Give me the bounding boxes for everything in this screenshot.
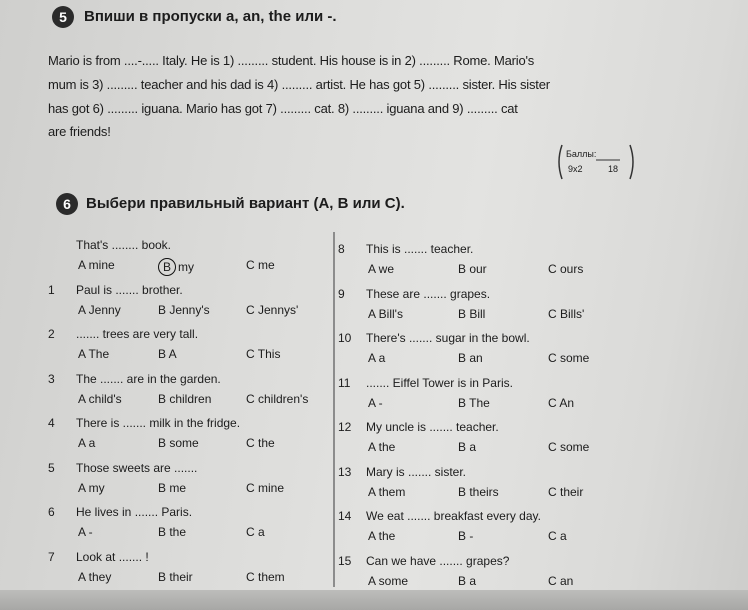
question-text: We eat ....... breakfast every day. xyxy=(366,509,541,523)
option-c[interactable]: C ours xyxy=(548,262,584,276)
task-5-title: Впиши в пропуски a, an, the или -. xyxy=(84,8,337,25)
task-5-line-4: are friends! xyxy=(48,124,111,139)
question-text: Those sweets are ....... xyxy=(76,460,198,475)
option-a[interactable]: A Jenny xyxy=(78,302,121,317)
question-text: There is ....... milk in the fridge. xyxy=(76,416,241,430)
option-c[interactable]: C some xyxy=(548,440,590,454)
option-a[interactable]: A them xyxy=(368,484,406,499)
option-b[interactable]: B A xyxy=(158,347,177,361)
score-detail: 9x2 xyxy=(568,164,583,174)
question-text: This is ....... teacher. xyxy=(366,242,474,256)
question-text: Mary is ....... sister. xyxy=(366,464,467,479)
question-number: 9 xyxy=(338,286,345,301)
option-a[interactable]: A mine xyxy=(78,258,115,272)
option-b[interactable]: B an xyxy=(458,351,483,365)
option-b[interactable]: B our xyxy=(458,262,487,276)
question-text: Look at ....... ! xyxy=(76,549,149,564)
question-number: 8 xyxy=(338,242,345,256)
option-b[interactable]: B their xyxy=(158,569,193,584)
option-a[interactable]: A the xyxy=(368,440,396,454)
option-b[interactable]: B the xyxy=(158,525,187,539)
question-number: 6 xyxy=(48,505,55,519)
score-box xyxy=(556,143,636,181)
option-c[interactable]: C This xyxy=(246,347,281,361)
task-5-line-1: Mario is from ....-..... Italy. He is 1) ......... student. His house is in 2) ......... Rome. Mario's xyxy=(48,53,535,68)
question-number: 10 xyxy=(338,331,352,345)
question-number: 15 xyxy=(338,553,352,568)
question-text: My uncle is ....... teacher. xyxy=(366,420,499,434)
task-5-number: 5 xyxy=(52,6,74,28)
option-c[interactable]: C Jennys' xyxy=(246,302,299,317)
question-text: Can we have ....... grapes? xyxy=(366,553,510,568)
option-a[interactable]: A - xyxy=(368,395,383,410)
option-a[interactable]: A a xyxy=(368,351,386,365)
question-number: 1 xyxy=(48,282,55,297)
question-number: 14 xyxy=(338,509,352,523)
question-text: These are ....... grapes. xyxy=(366,286,491,301)
question-number: 12 xyxy=(338,420,352,434)
option-c[interactable]: C the xyxy=(246,436,275,450)
circled-answer: B xyxy=(158,258,176,276)
option-a[interactable]: A - xyxy=(78,525,93,539)
task-6-title: Выбери правильный вариант (A, B или C). xyxy=(86,195,405,212)
page-shadow-strip xyxy=(0,590,748,610)
option-c[interactable]: C an xyxy=(548,573,574,588)
option-b[interactable]: B - xyxy=(458,529,474,543)
option-a[interactable]: A a xyxy=(78,436,96,450)
task-5-line-3: has got 6) ......... iguana. Mario has got 7) ......... cat. 8) ......... iguana and 9) ......... cat xyxy=(48,101,518,116)
question-text: ....... trees are very tall. xyxy=(76,327,199,341)
question-number: 4 xyxy=(48,416,55,430)
option-a[interactable]: A The xyxy=(78,347,110,361)
question-text: The ....... are in the garden. xyxy=(76,371,221,386)
question-text: Paul is ....... brother. xyxy=(76,282,183,297)
option-b[interactable]: B some xyxy=(158,436,199,450)
option-b[interactable]: B The xyxy=(458,395,490,410)
task-5-line-2: mum is 3) ......... teacher and his dad is 4) ......... artist. He has got 5) ......... sister. His sister xyxy=(48,77,550,92)
question-text: There's ....... sugar in the bowl. xyxy=(366,331,530,345)
option-a[interactable]: A my xyxy=(78,480,105,495)
option-c[interactable]: C them xyxy=(246,569,285,584)
option-b[interactable]: B a xyxy=(458,440,477,454)
option-c[interactable]: C mine xyxy=(246,480,285,495)
question-number: 5 xyxy=(48,460,55,475)
question-text: ....... Eiffel Tower is in Paris. xyxy=(366,375,513,390)
score-max: 18 xyxy=(608,164,619,174)
option-c[interactable]: C a xyxy=(548,529,567,543)
option-a[interactable]: A we xyxy=(368,262,395,276)
option-c[interactable]: C me xyxy=(246,258,275,272)
option-b[interactable]: B me xyxy=(158,480,187,495)
question-number: 2 xyxy=(48,327,55,341)
question-number: 13 xyxy=(338,464,352,479)
option-b[interactable]: B a xyxy=(458,573,477,588)
option-c[interactable]: C some xyxy=(548,351,590,365)
question-number: 7 xyxy=(48,549,55,564)
option-b[interactable]: B theirs xyxy=(458,484,499,499)
option-b[interactable]: B Jenny's xyxy=(158,302,210,317)
option-a[interactable]: A the xyxy=(368,529,396,543)
option-b[interactable]: B Bill xyxy=(458,306,486,321)
column-divider xyxy=(333,232,335,587)
option-a[interactable]: A child's xyxy=(78,391,122,406)
task-6-number: 6 xyxy=(56,193,78,215)
question-text: He lives in ....... Paris. xyxy=(76,505,193,519)
option-b[interactable]: B children xyxy=(158,391,212,406)
option-a[interactable]: A Bill's xyxy=(368,306,403,321)
option-c[interactable]: C Bills' xyxy=(548,306,585,321)
option-a[interactable]: A they xyxy=(78,569,112,584)
question-number: 3 xyxy=(48,371,55,386)
option-b[interactable] xyxy=(158,258,194,276)
option-a[interactable]: A some xyxy=(368,573,409,588)
option-b-word: my xyxy=(178,260,194,274)
question-number: 11 xyxy=(338,375,351,390)
option-c[interactable]: C their xyxy=(548,484,584,499)
option-c[interactable]: C children's xyxy=(246,391,309,406)
question-text: That's ........ book. xyxy=(76,238,171,252)
option-c[interactable]: C a xyxy=(246,525,265,539)
option-c[interactable]: C An xyxy=(548,395,575,410)
score-label: Баллы: xyxy=(566,149,597,159)
